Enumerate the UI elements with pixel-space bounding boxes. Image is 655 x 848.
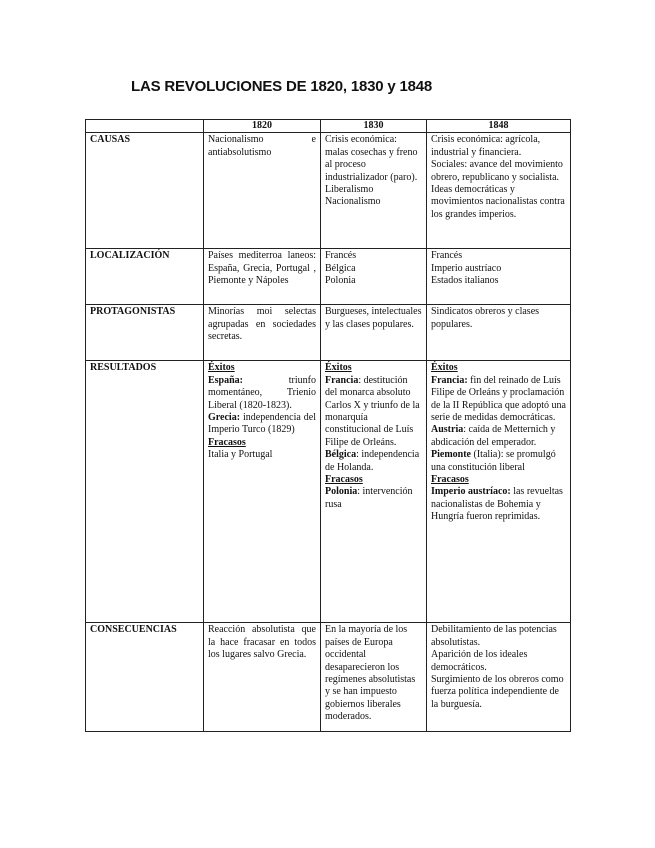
- localizacion-1848: [427, 249, 571, 305]
- result-text: : destitución del monarca absoluto Carlos X y triunfo de la monarquía constitucional de Luís Filipe de Orleáns.: [325, 374, 420, 448]
- consecuencias-1848: [427, 623, 571, 732]
- result-text: : intervención rusa: [325, 486, 413, 510]
- exitos-heading: Éxitos: [208, 362, 235, 374]
- localizacion-1820: Países mediterroa laneos: España, Grecia, Portugal , Piemonte y Nápoles: [204, 249, 321, 305]
- table-row-resultados: [86, 361, 571, 623]
- table-row-consecuencias: [86, 623, 571, 732]
- resultados-1830: [321, 361, 427, 623]
- protagonistas-1820: Minorías moi selectas agrupadas en sociedades secretas.: [204, 305, 321, 361]
- result-country: Francia: [325, 374, 359, 386]
- row-label-protagonistas: PROTAGONISTAS: [86, 305, 204, 361]
- result-country: España:: [208, 374, 244, 386]
- result-text: : caída de Metternich y abdicación del emperador.: [431, 424, 556, 448]
- consecuencias-1848-line: Surgimiento de los obreros como fuerza política independiente de la burguesía.: [431, 674, 564, 710]
- causas-1848-line: Sociales: avance del movimiento obrero, republicano y socialista.: [431, 159, 563, 183]
- fracasos-heading: Fracasos: [208, 436, 246, 448]
- result-country: Francia:: [431, 374, 468, 386]
- consecuencias-1820: Reacción absolutista que la hace fracasar en todos los lugares salvo Grecia.: [204, 623, 321, 732]
- result-country: Bélgica: [325, 449, 357, 461]
- causas-1848: [427, 133, 571, 249]
- fracasos-heading: Fracasos: [431, 474, 469, 486]
- causas-1820: Nacionalismo e antiabsolutismo: [204, 133, 321, 249]
- result-text: las revueltas nacionalistas de Bohemia y Hungría fueron reprimidas.: [431, 486, 563, 523]
- row-label-causas: CAUSAS: [86, 133, 204, 249]
- causas-1830-line: Nacionalismo: [325, 196, 381, 208]
- revolutions-table: [85, 119, 571, 732]
- page-title: LAS REVOLUCIONES DE 1820, 1830 y 1848: [131, 78, 433, 95]
- protagonistas-1848: Sindicatos obreros y clases populares.: [427, 305, 571, 361]
- consecuencias-1830: En la mayoría de los países de Europa occidental desaparecieron los regímenes absolutistas y se han impuesto gobiernos liberales moderados.: [321, 623, 427, 732]
- localizacion-1848-line: Imperio austríaco: [431, 262, 502, 274]
- row-label-consecuencias: CONSECUENCIAS: [86, 623, 204, 732]
- protagonistas-1830: Burgueses, intelectuales y las clases populares.: [321, 305, 427, 361]
- header-1848: 1848: [427, 120, 571, 133]
- resultados-1848: [427, 361, 571, 623]
- result-text: independencia del Imperio Turco (1829): [208, 412, 316, 436]
- localizacion-1830: [321, 249, 427, 305]
- header-row: [86, 120, 571, 133]
- result-country: Piemonte: [431, 449, 471, 461]
- consecuencias-1848-line: Aparición de los ideales democráticos.: [431, 649, 528, 673]
- consecuencias-1848-line: Debilitamiento de las potencias absolutistas.: [431, 624, 557, 648]
- localizacion-1830-line: Bélgica: [325, 262, 356, 274]
- result-text: (Italia): se promulgó una constitución liberal: [431, 449, 556, 473]
- table-row-localizacion: [86, 249, 571, 305]
- causas-1830: [321, 133, 427, 249]
- localizacion-1830-line: Polonia: [325, 275, 356, 287]
- table-row-causas: [86, 133, 571, 249]
- table-row-protagonistas: [86, 305, 571, 361]
- header-1820: 1820: [204, 120, 321, 133]
- causas-1830-line: Liberalismo: [325, 184, 374, 196]
- result-country: Austria: [431, 424, 464, 436]
- result-text: Italia y Portugal: [208, 449, 273, 461]
- exitos-heading: Éxitos: [325, 362, 352, 374]
- localizacion-1848-line: Francés: [431, 250, 463, 262]
- result-text: : independencia de Holanda.: [325, 449, 420, 473]
- result-country: Grecia:: [208, 412, 241, 424]
- localizacion-1830-line: Francés: [325, 250, 357, 262]
- fracasos-heading: Fracasos: [325, 474, 363, 486]
- causas-1830-line: Crisis económica: malas cosechas y freno al proceso industrializador (paro).: [325, 134, 418, 183]
- causas-1848-line: Ideas democráticas y movimientos nacionalistas contra los grandes imperios.: [431, 184, 565, 220]
- row-label-localizacion: LOCALIZACIÓN: [86, 249, 204, 305]
- result-text: triunfo momentáneo, Trienio Liberal (1820-1823).: [208, 374, 316, 411]
- causas-1848-line: Crisis económica: agrícola, industrial y financiera.: [431, 134, 541, 158]
- header-empty: [86, 120, 204, 133]
- result-text: fin del reinado de Luís Filipe de Orleáns y proclamación de la II República que adoptó una serie de medidas democráticas.: [431, 374, 566, 424]
- result-country: Imperio austríaco:: [431, 486, 511, 498]
- header-1830: 1830: [321, 120, 427, 133]
- row-label-resultados: RESULTADOS: [86, 361, 204, 623]
- result-country: Polonia: [325, 486, 358, 498]
- resultados-1820: [204, 361, 321, 623]
- exitos-heading: Éxitos: [431, 362, 458, 374]
- localizacion-1848-line: Estados italianos: [431, 275, 499, 287]
